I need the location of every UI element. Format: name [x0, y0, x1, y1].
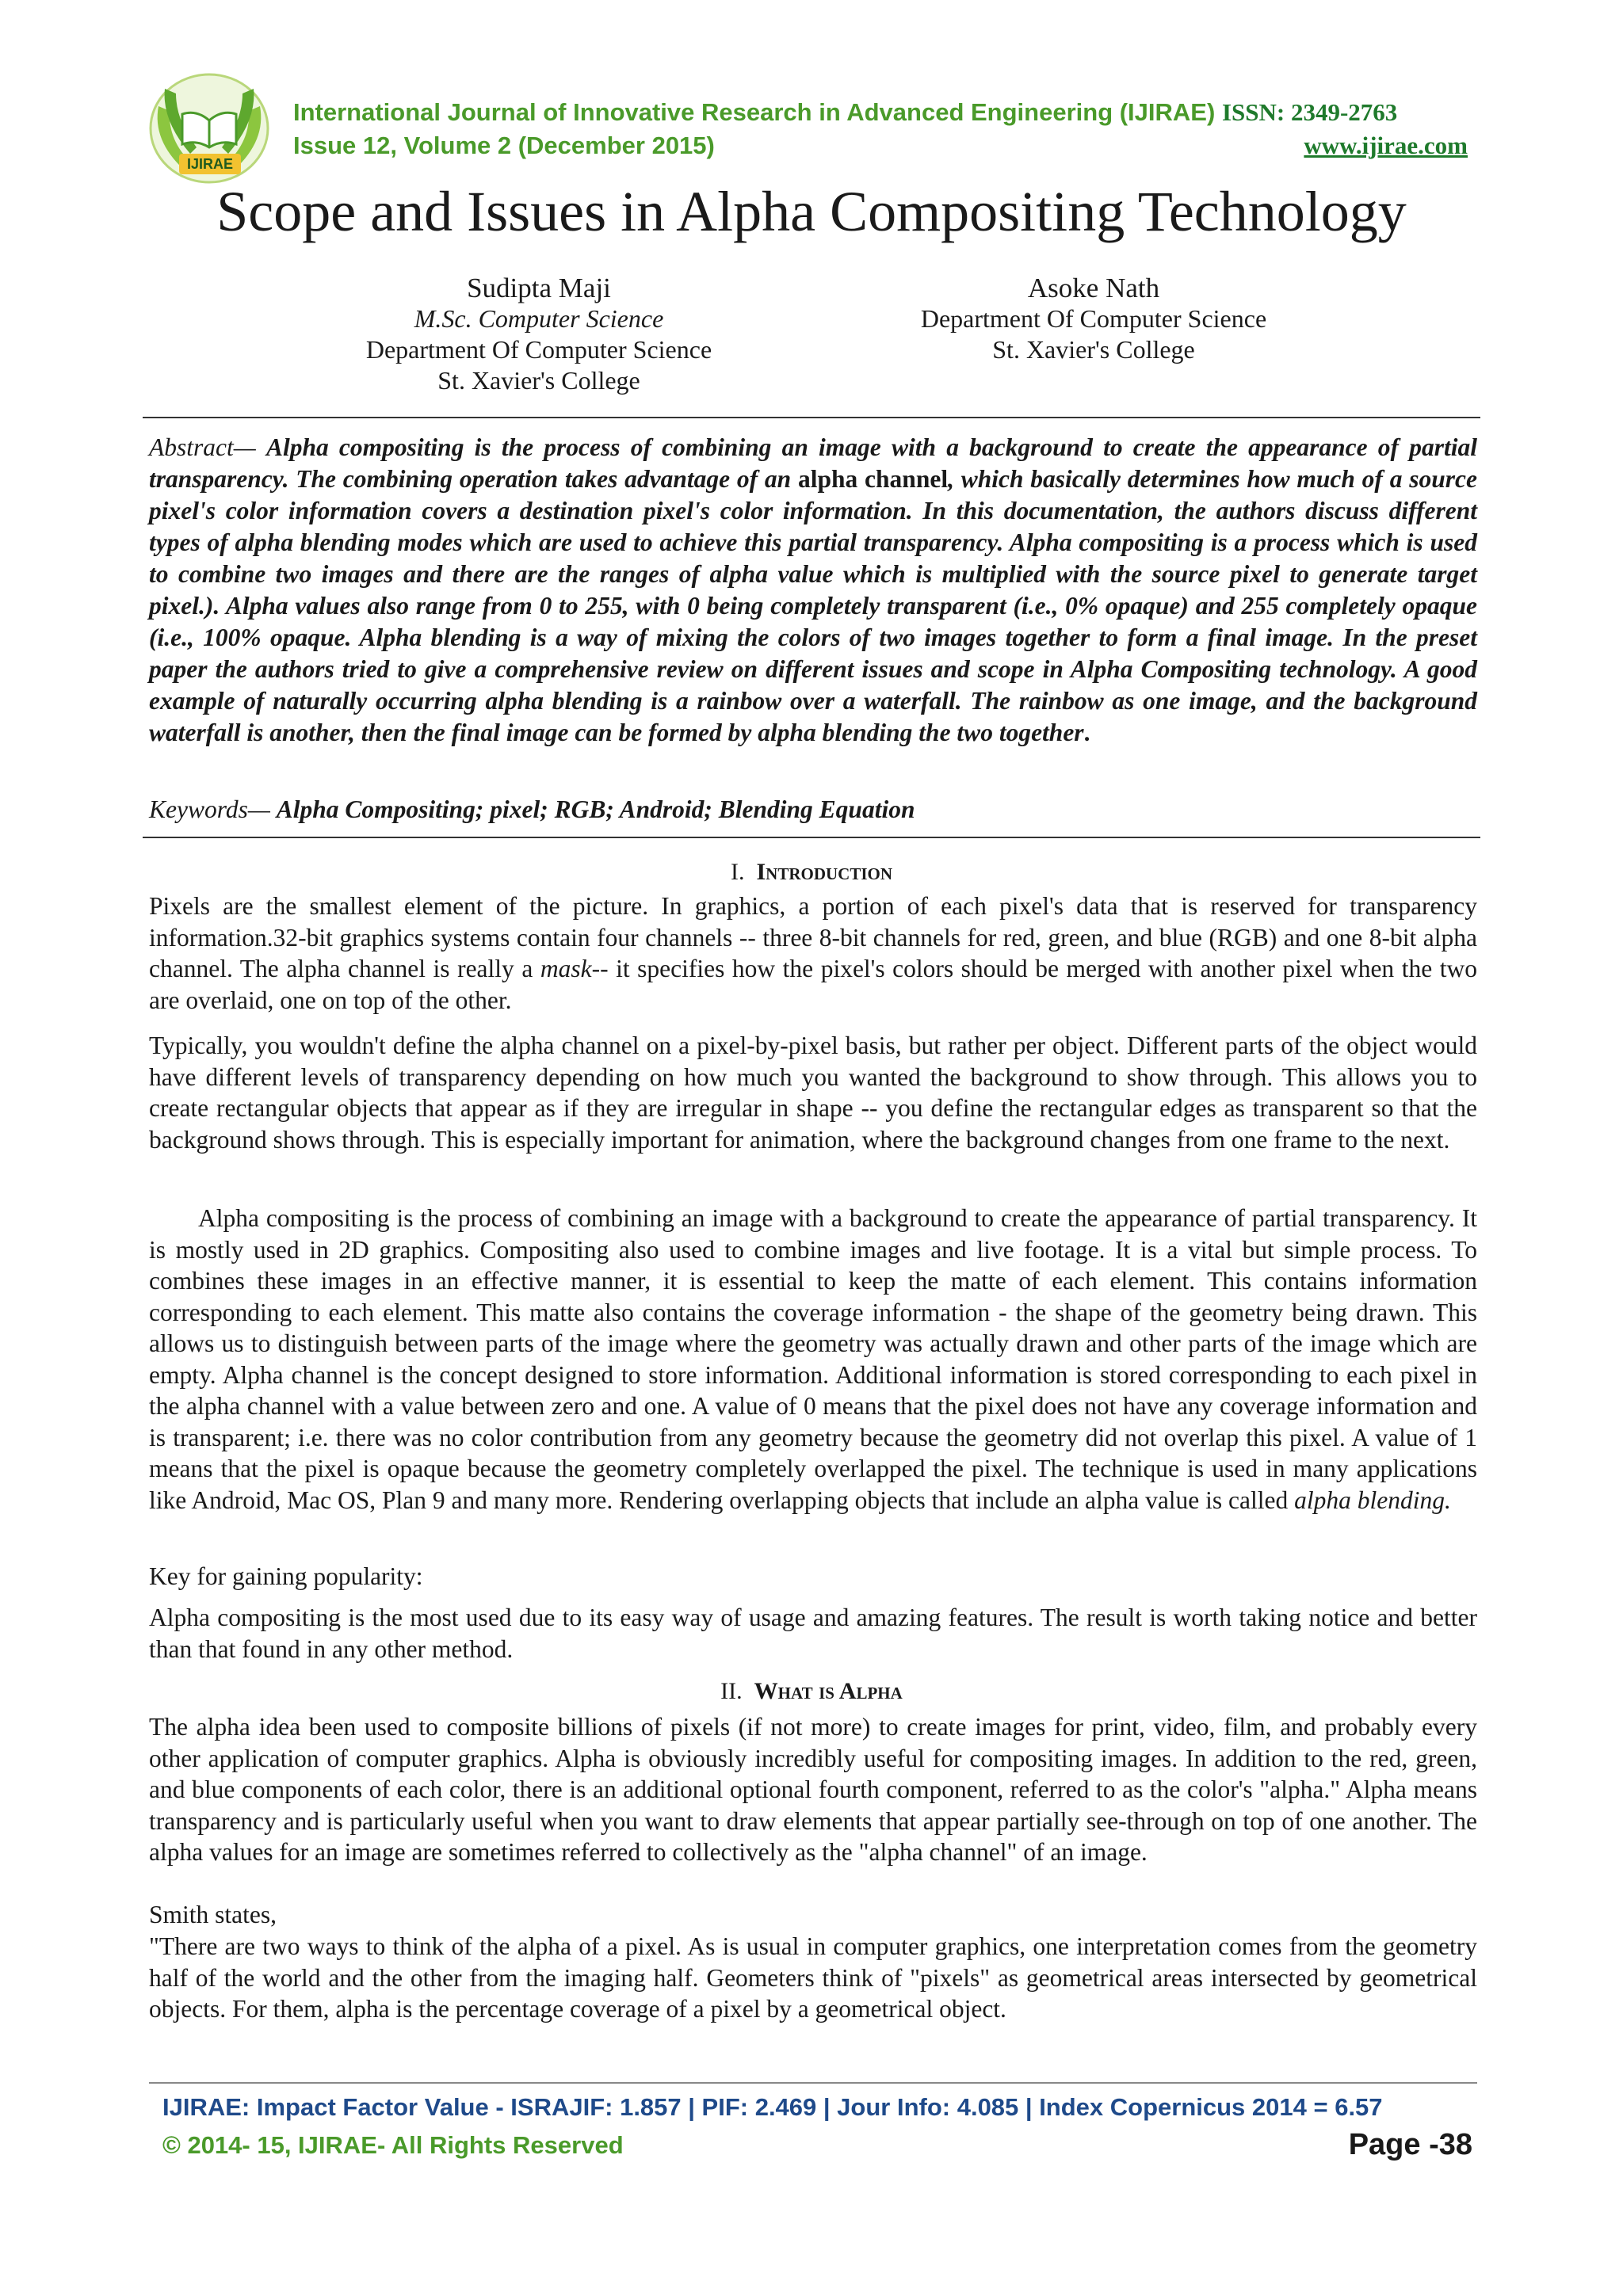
author-degree: M.Sc. Computer Science [414, 304, 664, 333]
journal-url-link[interactable]: www.ijirae.com [1304, 132, 1468, 159]
svg-text:IJIRAE: IJIRAE [186, 156, 234, 172]
issue-info: Issue 12, Volume 2 (December 2015) [293, 132, 715, 159]
footer-divider [149, 2082, 1477, 2084]
paragraph: Typically, you wouldn't define the alpha channel on a pixel-by-pixel basis, but rather per object. Different parts of the object would have different levels of transparency depending on how much you wanted the background to show through. This allows you to create rectangular objects that appear as if they are irregular in shape -- you define the rectangular edges as transparent so that the background shows through. This is especially important for animation, where the background changes from one frame to the next. [149, 1032, 1477, 1154]
author-college: St. Xavier's College [992, 335, 1195, 364]
author-name: Asoke Nath [1027, 273, 1160, 303]
author-block [333, 273, 745, 396]
journal-name: International Journal of Innovative Research in Advanced Engineering (IJIRAE) ISSN: 2349-2763 [293, 98, 1398, 126]
author-department: Department Of Computer Science [920, 304, 1267, 333]
issn: ISSN: 2349-2763 [1221, 98, 1398, 126]
paragraph: Alpha compositing is the most used due to its easy way of usage and amazing features. The result is worth taking notice and better than that found in any other method. [149, 1604, 1477, 1663]
author-name: Sudipta Maji [467, 273, 611, 303]
paragraph: Pixels are the smallest element of the picture. In graphics, a portion of each pixel's data that is reserved for transparency information.32-bit graphics systems contain four channels -- three 8-bit channels for red, green, and blue (RGB) and one 8-bit alpha channel. The alpha channel is really a mask-- it specifies how the pixel's colors should be merged with another pixel when the two are overlaid, one on top of the other. [149, 892, 1477, 1014]
keywords: Keywords— Alpha Compositing; pixel; RGB; Android; Blending Equation [149, 795, 915, 823]
section-heading: II. What is Alpha [720, 1678, 903, 1704]
ijirae-logo [144, 65, 279, 184]
author-college: St. Xavier's College [437, 366, 640, 395]
paragraph: The alpha idea been used to composite billions of pixels (if not more) to create images for print, video, film, and probably every other application of computer graphics. Alpha is obviously incredibly useful for compositing images. In addition to the red, green, and blue components of each color, there is an additional optional fourth component, referred to as the color's "alpha." Alpha means transparency and is particularly useful when you want to draw elements that appear partially see-through on top of one another. The alpha values for an image are sometimes referred to collectively as the "alpha channel" of an image. [149, 1713, 1477, 1866]
divider [143, 837, 1480, 838]
quote-paragraph: "There are two ways to think of the alpha of a pixel. As is usual in computer graphics, one interpretation comes from the geometry half of the world and the other from the imaging half. Geometers think of "pixels" as geometrical areas intersected by geometrical objects. For them, alpha is the percentage coverage of a pixel by a geometrical object. [149, 1932, 1477, 2023]
impact-factor-line: IJIRAE: Impact Factor Value - ISRAJIF: 1.857 | PIF: 2.469 | Jour Info: 4.085 | Index Copernicus 2014 = 6.57 [162, 2093, 1383, 2121]
divider [143, 417, 1480, 418]
copyright: © 2014- 15, IJIRAE- All Rights Reserved [162, 2131, 624, 2159]
author-department: Department Of Computer Science [365, 335, 712, 364]
page-number: Page -38 [1348, 2128, 1472, 2161]
paper-title: Scope and Issues in Alpha Compositing Technology [216, 180, 1407, 243]
abstract: Abstract— Alpha compositing is the process of combining an image with a background to create the appearance of partial transparency. The combining operation takes advantage of an alpha channel, which basically determines how much of a source pixel's color information covers a destination pixel's color information. In this documentation, the authors discuss different types of alpha blending modes which are used to achieve this partial transparency. Alpha compositing is a process which is used to combine two images and there are the ranges of alpha value which is multiplied with the source pixel to generate target pixel.). Alpha values also range from 0 to 255, with 0 being completely transparent (i.e., 0% opaque) and 255 completely opaque (i.e., 100% opaque. Alpha blending is a way of mixing the colors of two images together to form a final image. In the preset paper the authors tried to give a comprehensive review on different issues and scope in Alpha Compositing technology. A good example of naturally occurring alpha blending is a rainbow over a waterfall. The rainbow as one image, and the background waterfall is another, then the final image can be formed by alpha blending the two together. [149, 433, 1477, 746]
paragraph: Key for gaining popularity: [149, 1562, 423, 1590]
paragraph: Alpha compositing is the process of combining an image with a background to create the appearance of partial transparency. It is mostly used in 2D graphics. Compositing also used to combine images and live footage. It is a vital but simple process. To combines these images in an effective manner, it is essential to keep the matte of each element. This contains information corresponding to each element. This matte also contains the coverage information - the shape of the geometry being drawn. This allows us to distinguish between parts of the image where the geometry was actually drawn and other parts of the image which are empty. Alpha channel is the concept designed to store information. Additional information is stored corresponding to each pixel in the alpha channel with a value between zero and one. A value of 0 means that the pixel does not have any coverage information and is transparent; i.e. there was no color contribution from any geometry because the geometry did not overlap this pixel. A value of 1 means that the pixel is opaque because the geometry completely overlapped the pixel. The technique is used in many applications like Android, Mac OS, Plan 9 and many more. Rendering overlapping objects that include an alpha value is called alpha blending. [149, 1204, 1477, 1514]
section-heading: I. Introduction [730, 859, 893, 885]
author-block [888, 273, 1300, 365]
paragraph: Smith states, [149, 1901, 277, 1928]
